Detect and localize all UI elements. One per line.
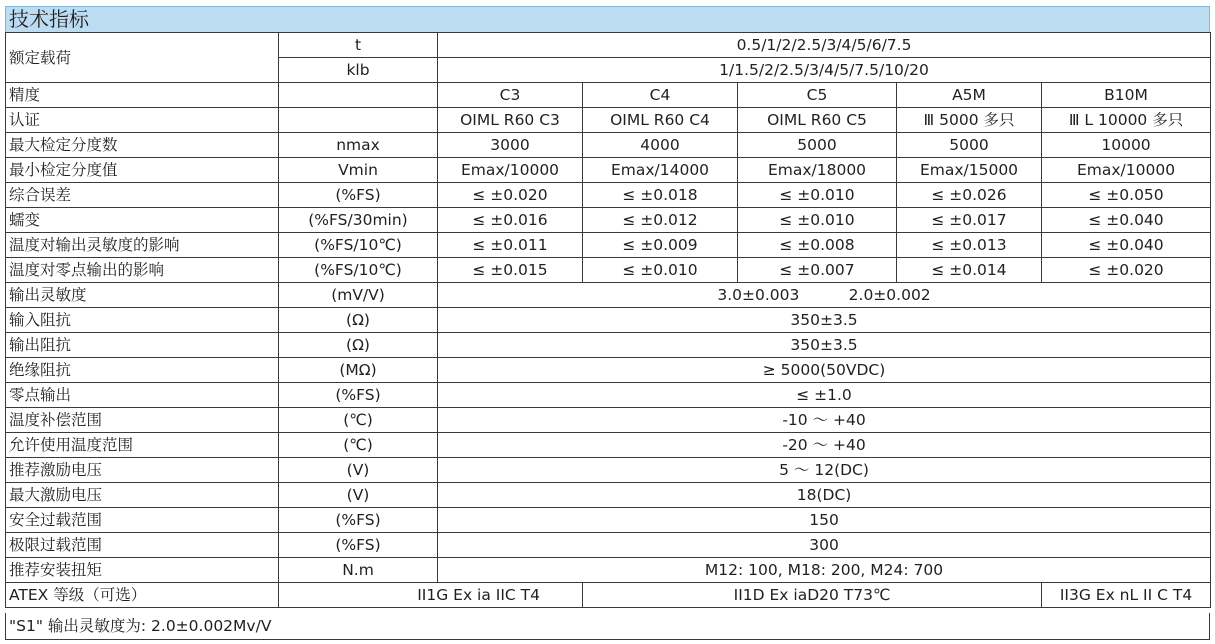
unit-cell: (Ω) <box>279 333 438 358</box>
value-cell: Emax/10000 <box>438 158 583 183</box>
unit-cell: (V) <box>279 483 438 508</box>
row-label: 推荐安装扭矩 <box>6 558 279 583</box>
row-label: 温度对零点输出的影响 <box>6 258 279 283</box>
table-row <box>6 208 1211 233</box>
row-label: 输出灵敏度 <box>6 283 279 308</box>
value-cell: 3000 <box>438 133 583 158</box>
table-row <box>6 283 1211 308</box>
value-cell: B10M <box>1042 83 1211 108</box>
unit-cell <box>279 83 438 108</box>
value-cell: ≤ ±0.012 <box>583 208 738 233</box>
row-label: 精度 <box>6 83 279 108</box>
unit-cell: (%FS) <box>279 183 438 208</box>
value-cell: M12: 100, M18: 200, M24: 700 <box>438 558 1211 583</box>
unit-cell: (%FS/10℃) <box>279 233 438 258</box>
row-label: 温度对输出灵敏度的影响 <box>6 233 279 258</box>
value-cell: ≤ ±0.017 <box>897 208 1042 233</box>
table-row <box>6 33 1211 58</box>
value-cell: A5M <box>897 83 1042 108</box>
table-row <box>6 583 1211 608</box>
table-row <box>6 433 1211 458</box>
value-cell: -10 ～ +40 <box>438 408 1211 433</box>
value-cell: II1D Ex iaD20 T73℃ <box>583 583 1042 608</box>
value-cell: ≤ ±0.011 <box>438 233 583 258</box>
value-cell: ≤ ±0.010 <box>738 183 897 208</box>
row-label: 极限过载范围 <box>6 533 279 558</box>
value-cell: OIML R60 C3 <box>438 108 583 133</box>
row-label: ATEX 等级（可选） <box>6 583 279 608</box>
value-cell: ≤ ±0.010 <box>738 208 897 233</box>
value-cell: ≤ ±0.013 <box>897 233 1042 258</box>
row-label: 输入阻抗 <box>6 308 279 333</box>
value-cell: 10000 <box>1042 133 1211 158</box>
unit-cell: t <box>279 33 438 58</box>
value-cell: Emax/18000 <box>738 158 897 183</box>
unit-cell: (%FS) <box>279 383 438 408</box>
value-cell: 1/1.5/2/2.5/3/4/5/7.5/10/20 <box>438 58 1211 83</box>
unit-cell: (mV/V) <box>279 283 438 308</box>
row-label: 最大检定分度数 <box>6 133 279 158</box>
table-row <box>6 158 1211 183</box>
value-cell: OIML R60 C5 <box>738 108 897 133</box>
table-row <box>6 108 1211 133</box>
value-cell: C4 <box>583 83 738 108</box>
value-cell: 5 ～ 12(DC) <box>438 458 1211 483</box>
value-cell: C5 <box>738 83 897 108</box>
value-cell: ≤ ±0.010 <box>583 258 738 283</box>
row-label: 最小检定分度值 <box>6 158 279 183</box>
unit-cell: klb <box>279 58 438 83</box>
page-title: 技术指标 <box>9 7 89 31</box>
unit-cell: (MΩ) <box>279 358 438 383</box>
value-cell: Emax/10000 <box>1042 158 1211 183</box>
value-cell: ≤ ±0.014 <box>897 258 1042 283</box>
table-row <box>6 358 1211 383</box>
row-label: 综合误差 <box>6 183 279 208</box>
footnote: "S1" 输出灵敏度为: 2.0±0.002Mv/V <box>5 613 1210 640</box>
value-cell: ≤ ±0.020 <box>1042 258 1211 283</box>
value-cell: Ⅲ 5000 多只 <box>897 108 1042 133</box>
value-cell: 18(DC) <box>438 483 1211 508</box>
value-cell: 5000 <box>738 133 897 158</box>
unit-cell: (%FS/10℃) <box>279 258 438 283</box>
value-cell: ≤ ±0.015 <box>438 258 583 283</box>
table-row <box>6 533 1211 558</box>
row-label: 安全过载范围 <box>6 508 279 533</box>
unit-cell: (V) <box>279 458 438 483</box>
row-label: 最大激励电压 <box>6 483 279 508</box>
table-row <box>6 83 1211 108</box>
row-label: 绝缘阻抗 <box>6 358 279 383</box>
table-row <box>6 483 1211 508</box>
value-cell: ≥ 5000(50VDC) <box>438 358 1211 383</box>
spec-table <box>5 32 1211 608</box>
table-row <box>6 508 1211 533</box>
value-cell: 300 <box>438 533 1211 558</box>
unit-cell: Vmin <box>279 158 438 183</box>
value-cell: ≤ ±1.0 <box>438 383 1211 408</box>
value-cell: 4000 <box>583 133 738 158</box>
table-row <box>6 558 1211 583</box>
value-cell: 150 <box>438 508 1211 533</box>
unit-cell: nmax <box>279 133 438 158</box>
row-label: 温度补偿范围 <box>6 408 279 433</box>
value-cell: ≤ ±0.040 <box>1042 208 1211 233</box>
value-cell: II1G Ex ia IIC T4 <box>279 583 583 608</box>
value-cell: -20 ～ +40 <box>438 433 1211 458</box>
table-row <box>6 308 1211 333</box>
value-cell: ≤ ±0.018 <box>583 183 738 208</box>
table-row <box>6 458 1211 483</box>
value-cell: ≤ ±0.040 <box>1042 233 1211 258</box>
row-label: 蠕变 <box>6 208 279 233</box>
value-cell: ≤ ±0.020 <box>438 183 583 208</box>
unit-cell: (%FS) <box>279 533 438 558</box>
value-cell: OIML R60 C4 <box>583 108 738 133</box>
row-label: 推荐激励电压 <box>6 458 279 483</box>
value-cell: 0.5/1/2/2.5/3/4/5/6/7.5 <box>438 33 1211 58</box>
value-cell: 5000 <box>897 133 1042 158</box>
value-cell: ≤ ±0.016 <box>438 208 583 233</box>
value-cell: C3 <box>438 83 583 108</box>
table-row <box>6 133 1211 158</box>
value-cell: ≤ ±0.008 <box>738 233 897 258</box>
value-cell: ≤ ±0.026 <box>897 183 1042 208</box>
value-cell: ≤ ±0.050 <box>1042 183 1211 208</box>
row-label: 允许使用温度范围 <box>6 433 279 458</box>
value-cell: Emax/14000 <box>583 158 738 183</box>
unit-cell <box>279 108 438 133</box>
value-cell: Emax/15000 <box>897 158 1042 183</box>
title-bar <box>5 6 1210 32</box>
row-label: 输出阻抗 <box>6 333 279 358</box>
table-row <box>6 383 1211 408</box>
unit-cell: (℃) <box>279 408 438 433</box>
value-cell: 3.0±0.003 2.0±0.002 <box>438 283 1211 308</box>
unit-cell: (Ω) <box>279 308 438 333</box>
unit-cell: (%FS/30min) <box>279 208 438 233</box>
table-row <box>6 408 1211 433</box>
value-cell: ≤ ±0.009 <box>583 233 738 258</box>
value-cell: II3G Ex nL II C T4 <box>1042 583 1211 608</box>
unit-cell: (%FS) <box>279 508 438 533</box>
table-row <box>6 233 1211 258</box>
value-cell: 350±3.5 <box>438 308 1211 333</box>
table-row <box>6 333 1211 358</box>
table-row <box>6 183 1211 208</box>
table-row <box>6 258 1211 283</box>
row-label: 额定载荷 <box>6 33 279 83</box>
value-cell: Ⅲ L 10000 多只 <box>1042 108 1211 133</box>
unit-cell: N.m <box>279 558 438 583</box>
row-label: 零点输出 <box>6 383 279 408</box>
value-cell: 350±3.5 <box>438 333 1211 358</box>
row-label: 认证 <box>6 108 279 133</box>
unit-cell: (℃) <box>279 433 438 458</box>
value-cell: ≤ ±0.007 <box>738 258 897 283</box>
